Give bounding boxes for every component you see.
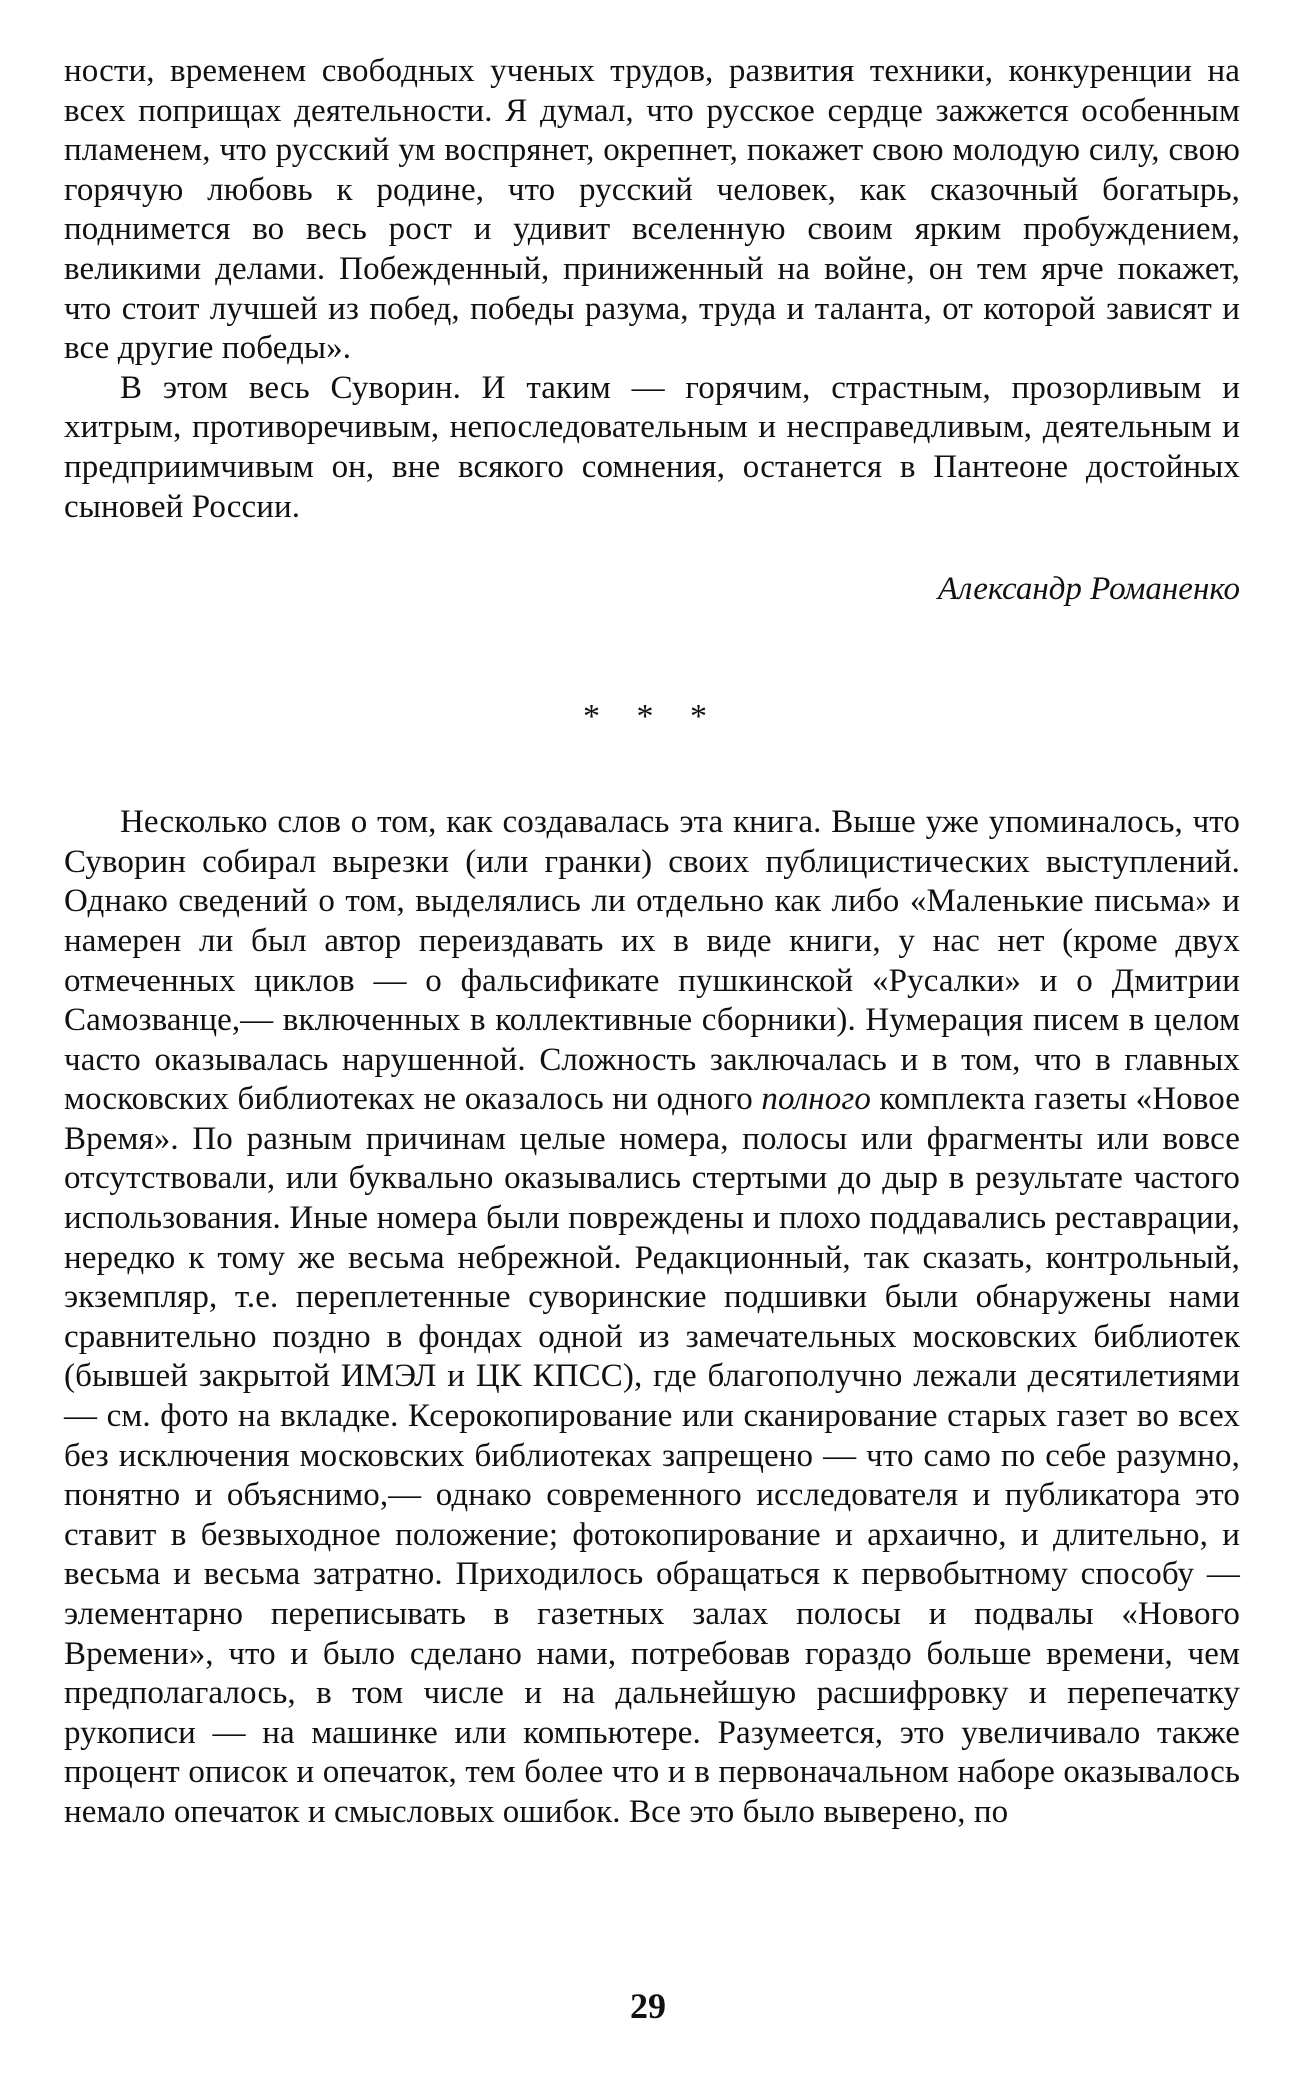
page-number: 29	[630, 1986, 666, 2026]
section-separator: * * *	[583, 698, 721, 736]
page-body	[64, 52, 1240, 1833]
paragraph-suvorin-summary: В этом весь Суворин. И таким — горячим, страстным, прозорливым и хитрым, противоречивым, непоследовательным и несправедливым, деятельным и предприимчивым он, вне всякого сомнения, останется в Пантеоне достойных сыновей России.	[64, 369, 1240, 525]
author-signature: Александр Романенко	[937, 571, 1240, 608]
paragraph-book-creation	[64, 803, 1240, 1832]
paragraph-text-before: Несколько слов о том, как создавалась эта книга. Выше уже упоминалось, что Суворин собирал вырезки (или гранки) своих публицистических выступлений. Однако сведений о том, выделялись ли отдельно как либо «Маленькие письма» и намерен ли был автор переиздавать их в виде книги, у нас нет (кроме двух отмеченных циклов — о фальсификате пушкинской «Русалки» и о Дмитрии Самозванце,— включенных в коллективные сборники). Нумерация писем в целом часто оказывалась нарушенной. Сложность заключалась и в том, что в главных московских библиотеках не оказалось ни одного	[64, 804, 1240, 1118]
emphasized-word: полного	[761, 1081, 871, 1118]
paragraph-continuation: ности, временем свободных ученых трудов, развития техники, конкуренции на всех поприщах деятельности. Я думал, что русское сердце зажжется особенным пламенем, что русский ум воспрянет, окрепнет, покажет свою молодую силу, свою горячую любовь к родине, что русский человек, как сказочный богатырь, поднимется во весь рост и удивит вселенную своим ярким пробуждением, великими делами. Побежденный, приниженный на войне, он тем ярче покажет, что стоит лучшей из побед, победы разума, труда и таланта, от которой зависят и все другие победы».	[64, 53, 1240, 367]
paragraph-text-after: комплекта газеты «Новое Время». По разным причинам целые номера, полосы или фрагменты или вовсе отсутствовали, или буквально оказывались стертыми до дыр в результате частого использования. Иные номера были повреждены и плохо поддавались реставрации, нередко к тому же весьма небрежной. Редакционный, так сказать, контрольный, экземпляр, т.е. переплетенные суворинские подшивки были обнаружены нами сравнительно поздно в фондах одной из замечательных московских библиотек (бывшей закрытой ИМЭЛ и ЦК КПСС), где благополучно лежали десятилетиями — см. фото на вкладке. Ксерокопирование или сканирование старых газет во всех без исключения московских библиотеках запрещено — что само по себе разумно, понятно и объяснимо,— однако современного исследователя и публикатора это ставит в безвыходное положение; фотокопирование и архаично, и длительно, и весьма и весьма затратно. Приходилось обращаться к первобытному способу — элементарно переписывать в газетных залах полосы и подвалы «Нового Времени», что и было сделано нами, потребовав гораздо больше времени, чем предполагалось, в том числе и на дальнейшую расшифровку и перепечатку рукописи — на машинке или компьютере. Разумеется, это увеличивало также процент описок и опечаток, тем более что и в первоначальном наборе оказывалось немало опечаток и смысловых ошибок. Все это было выверено, по	[64, 1081, 1240, 1830]
